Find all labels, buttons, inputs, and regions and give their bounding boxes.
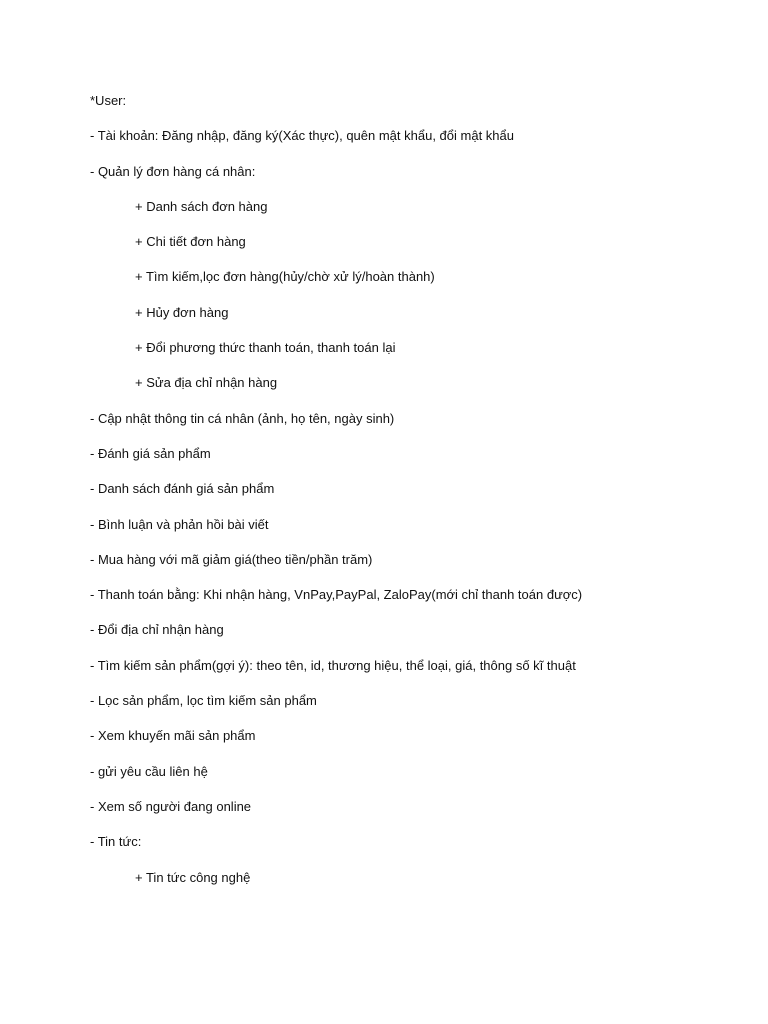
list-item-discount-purchase: - Mua hàng với mã giảm giá(theo tiền/phần trăm) [90, 551, 373, 567]
list-item-update-profile: - Cập nhật thông tin cá nhân (ảnh, họ tên, ngày sinh) [90, 410, 395, 426]
list-item-product-filter: - Lọc sản phẩm, lọc tìm kiếm sản phẩm [90, 693, 317, 709]
sub-item-order-detail: + Chi tiết đơn hàng [135, 234, 246, 250]
list-item-contact-request: - gửi yêu cầu liên hệ [90, 763, 208, 779]
list-item-order-management: - Quản lý đơn hàng cá nhân: [90, 163, 256, 179]
sub-item-cancel-order: + Hủy đơn hàng [135, 304, 229, 320]
list-item-account: - Tài khoản: Đăng nhập, đăng ký(Xác thực), quên mật khẩu, đổi mật khẩu [90, 128, 514, 144]
list-item-review-list: - Danh sách đánh giá sản phẩm [90, 481, 275, 497]
sub-item-tech-news: + Tin tức công nghệ [135, 869, 251, 885]
list-item-payment-methods: - Thanh toán bằng: Khi nhận hàng, VnPay,PayPal, ZaloPay(mới chỉ thanh toán được) [90, 587, 583, 603]
list-item-product-search: - Tìm kiếm sản phẩm(gợi ý): theo tên, id, thương hiệu, thể loại, giá, thông số kĩ thuật [90, 657, 576, 673]
sub-item-order-search-filter: + Tìm kiếm,lọc đơn hàng(hủy/chờ xử lý/hoàn thành) [135, 269, 435, 285]
sub-item-order-list: + Danh sách đơn hàng [135, 198, 268, 214]
sub-item-edit-address: + Sửa địa chỉ nhận hàng [135, 375, 278, 391]
sub-item-change-payment: + Đổi phương thức thanh toán, thanh toán lại [135, 340, 396, 356]
list-item-news: - Tin tức: [90, 834, 142, 850]
document-heading: *User: [90, 93, 127, 108]
document-body [90, 92, 730, 904]
list-item-review-product: - Đánh giá sản phẩm [90, 445, 211, 461]
list-item-promotions: - Xem khuyến mãi sản phẩm [90, 728, 256, 744]
list-item-comments: - Bình luận và phản hồi bài viết [90, 516, 269, 532]
list-item-change-address: - Đổi địa chỉ nhận hàng [90, 622, 224, 638]
list-item-online-users: - Xem số người đang online [90, 798, 252, 814]
